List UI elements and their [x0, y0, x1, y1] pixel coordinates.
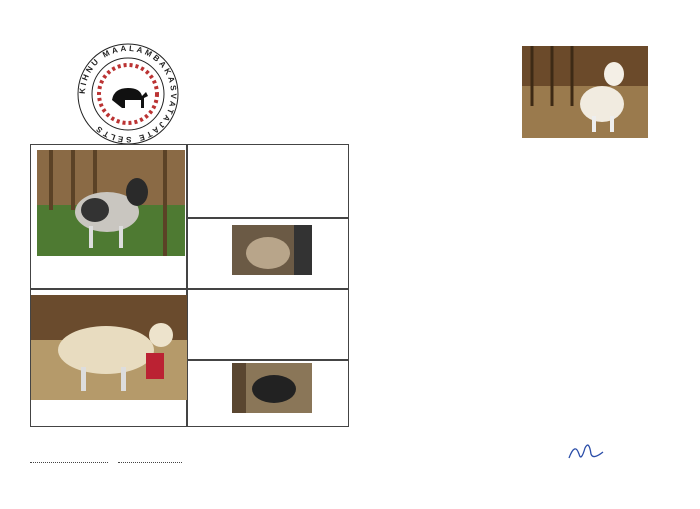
- handwritten-date: [30, 462, 108, 463]
- sire-box: [30, 144, 187, 289]
- granddam-maternal-photo: [232, 363, 312, 413]
- grandsire-paternal-box: [187, 144, 349, 218]
- society-seal: [76, 42, 180, 146]
- sire-photo: [37, 150, 185, 256]
- dam-photo: [31, 295, 188, 400]
- lamb-photo: [522, 46, 648, 138]
- granddam-paternal-box: [187, 218, 349, 289]
- svg-text:KIHNU MAALAMBAKASVATAJATE SELT: KIHNU MAALAMBAKASVATAJATE SELTS: [77, 43, 179, 145]
- granddam-maternal-box: [187, 360, 349, 427]
- footer-statement: [30, 456, 182, 465]
- grandsire-maternal-box: [187, 289, 349, 360]
- dam-box: [30, 289, 187, 427]
- signature: [565, 440, 607, 467]
- granddam-paternal-photo: [232, 225, 312, 275]
